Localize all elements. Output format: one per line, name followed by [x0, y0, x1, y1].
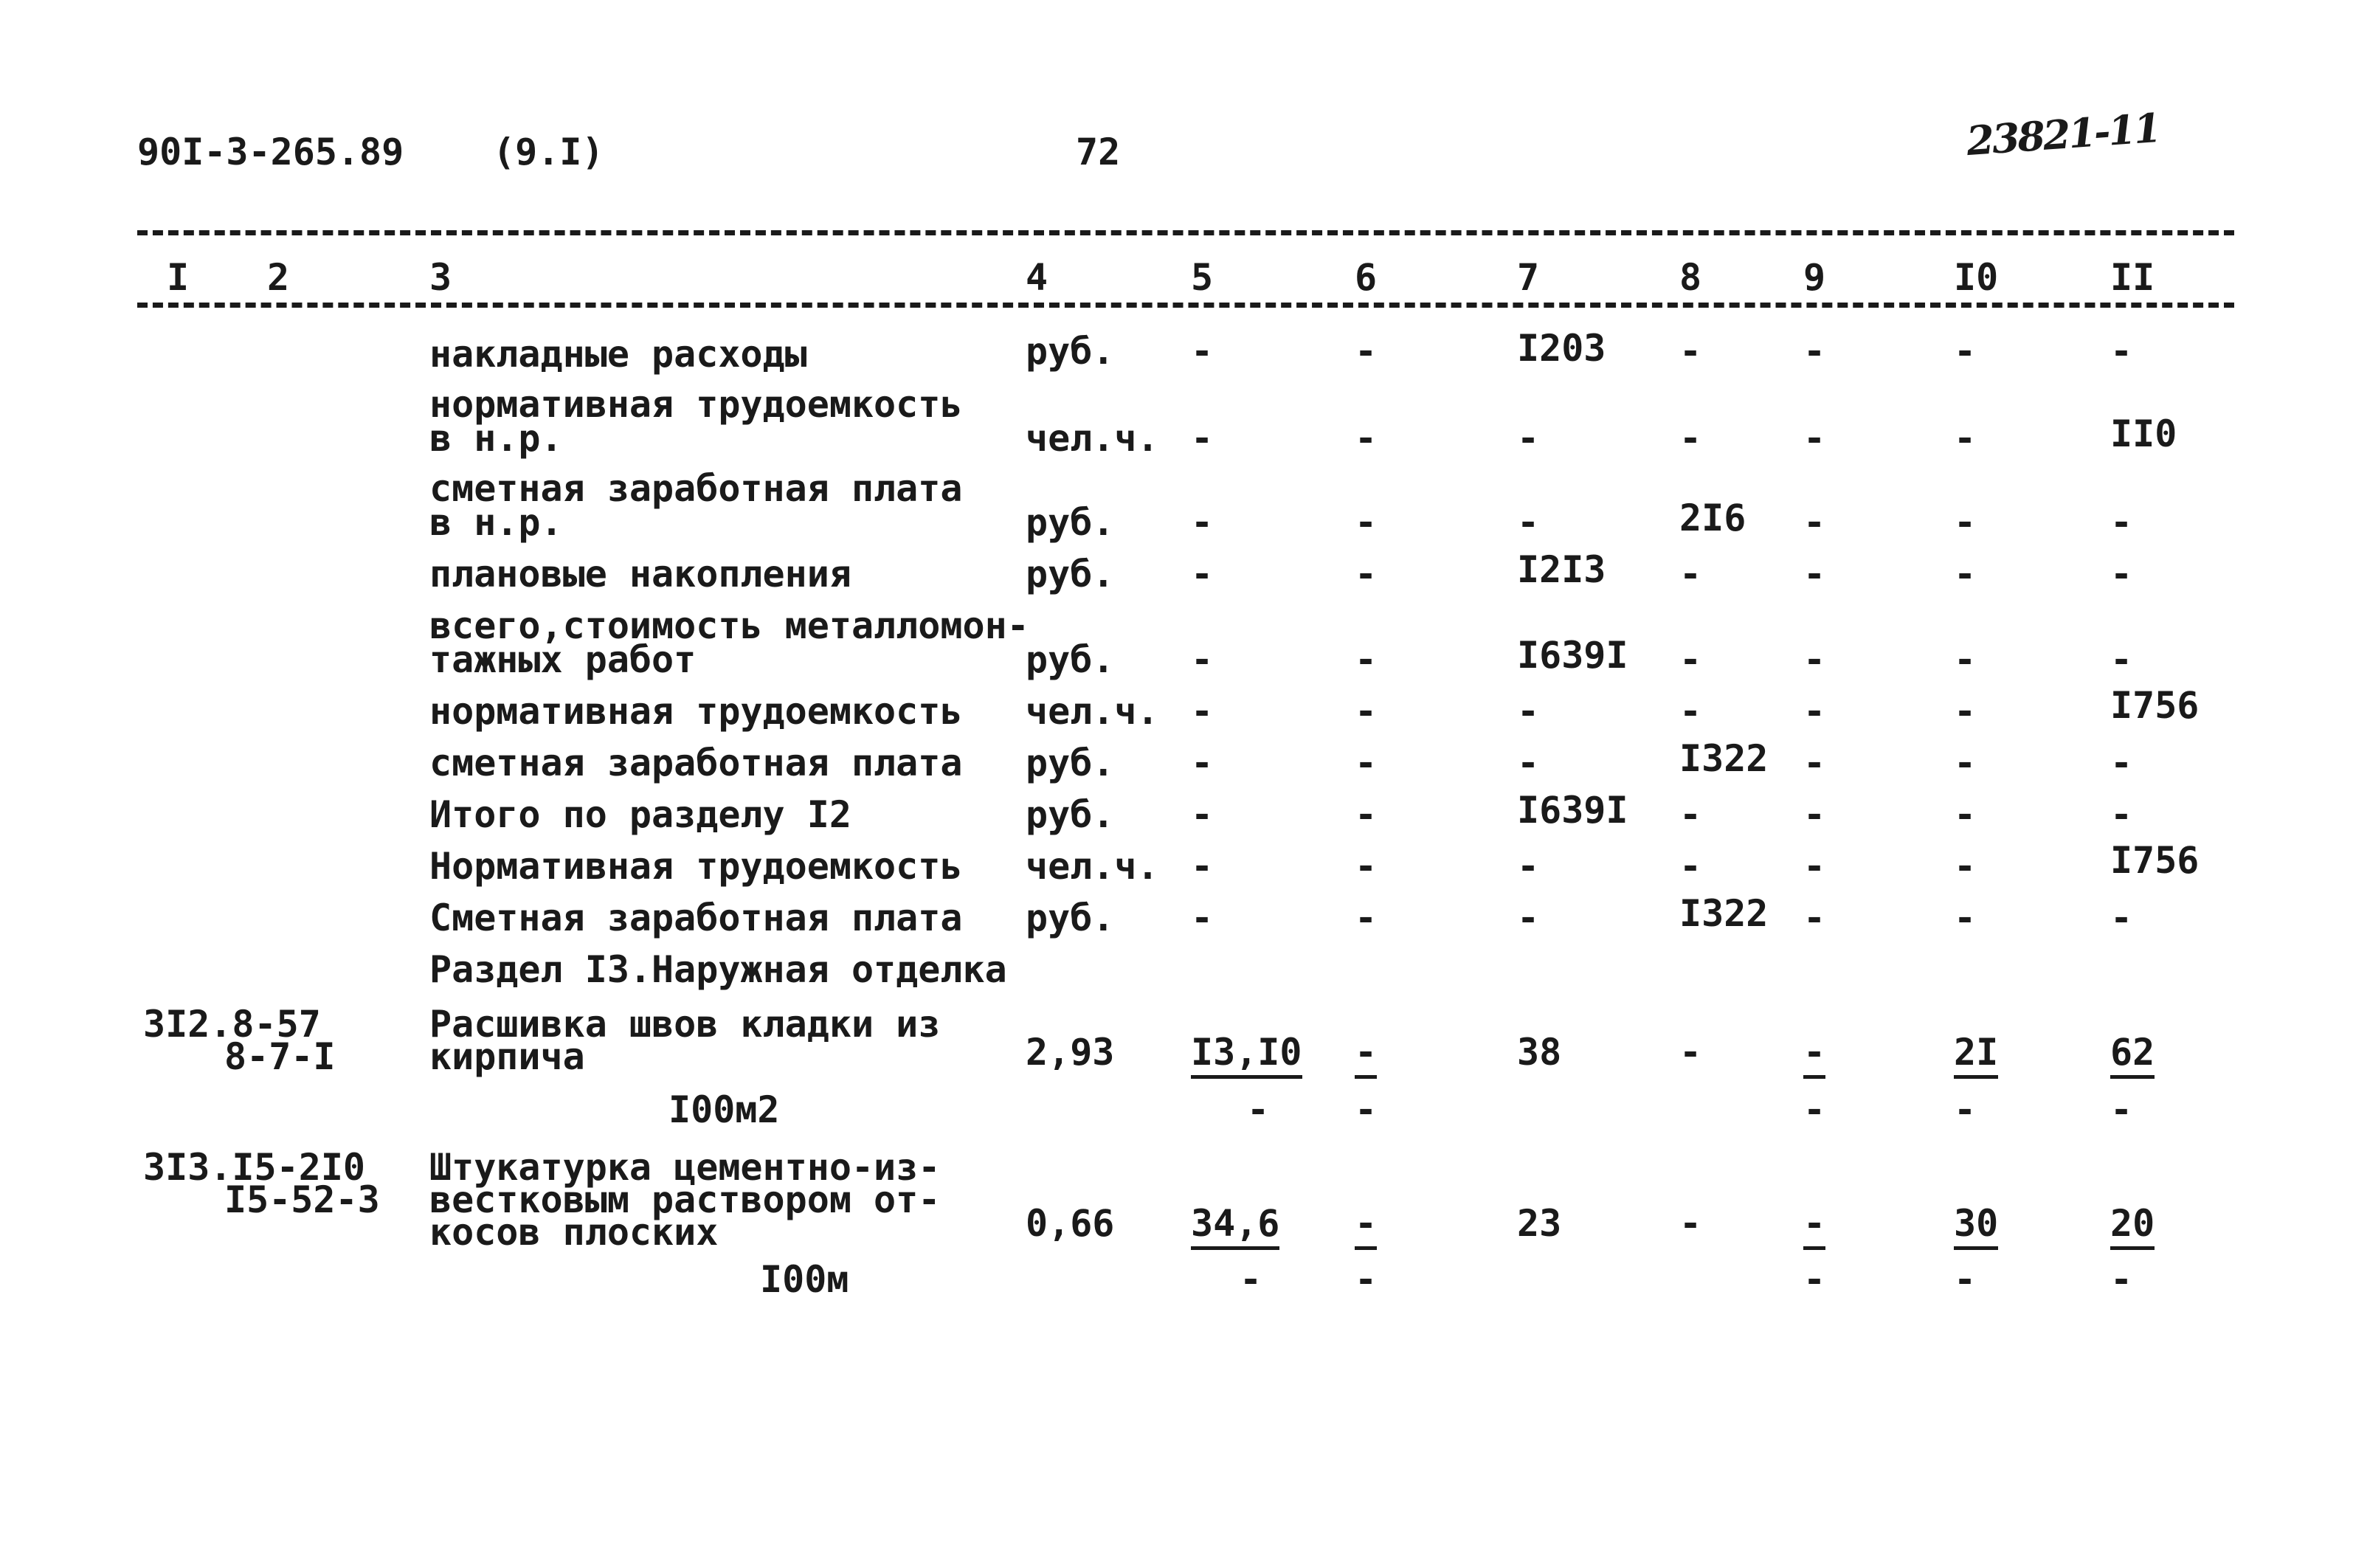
cell-9: - [1803, 330, 1826, 373]
section-number: (9.I) [493, 131, 604, 173]
sub-cell-10: - [1954, 1088, 1977, 1131]
item-name-line2: кирпича [429, 1035, 585, 1078]
cell-5: - [1191, 553, 1214, 595]
cell-10: - [1954, 330, 1977, 373]
row-name-line1: всего,стоимость металломон- [429, 604, 1029, 647]
cell-11: - [2110, 638, 2133, 681]
item-unit-measure: I00м [760, 1258, 849, 1301]
row-unit: чел.ч. [1026, 845, 1159, 888]
row-unit: руб. [1026, 501, 1115, 544]
item-name-line1: Штукатурка цементно-из- [429, 1146, 941, 1189]
top-dashed-rule [137, 230, 2234, 235]
row-unit: чел.ч. [1026, 417, 1159, 460]
col-header-8: 8 [1679, 256, 1702, 299]
sub-cell-11: - [2110, 1088, 2133, 1131]
cell-6: - [1355, 501, 1378, 544]
row-name-line1: сметная заработная плата [429, 467, 963, 510]
cell-9: - [1803, 897, 1826, 939]
cell-8: 2I6 [1679, 497, 1746, 539]
cell-6: - [1355, 417, 1378, 460]
cell-5: - [1191, 501, 1214, 544]
col-header-4: 4 [1026, 256, 1048, 299]
cell-9: - [1803, 690, 1826, 733]
item-qty: 2,93 [1026, 1031, 1115, 1074]
cell-9-value: - [1803, 1031, 1825, 1079]
cell-11 [2110, 1204, 2155, 1243]
cell-6: - [1355, 897, 1378, 939]
cell-8: - [1679, 690, 1702, 733]
row-name-line1: нормативная трудоемкость [429, 383, 963, 426]
cell-6: - [1355, 742, 1378, 784]
cell-9-value: - [1803, 1202, 1825, 1250]
cell-11-value: 62 [2110, 1031, 2155, 1079]
col-header-2: 2 [267, 256, 290, 299]
row-name: нормативная трудоемкость [429, 690, 963, 733]
cell-6: - [1355, 330, 1378, 373]
sub-cell-9: - [1803, 1088, 1826, 1131]
col-header-5: 5 [1191, 256, 1214, 299]
cell-9: - [1803, 793, 1826, 836]
cell-6 [1355, 1031, 1378, 1074]
cell-7: I639I [1517, 789, 1628, 832]
cell-10: - [1954, 690, 1977, 733]
cell-6: - [1355, 638, 1378, 681]
sub-cell-9: - [1803, 1258, 1826, 1301]
cell-11: - [2110, 330, 2133, 373]
sub-cell-5: - [1247, 1088, 1270, 1131]
cell-8: - [1679, 845, 1702, 888]
cell-10-value: 2I [1954, 1031, 1998, 1079]
cell-10: - [1954, 553, 1977, 595]
row-unit: руб. [1026, 638, 1115, 681]
cell-11: - [2110, 501, 2133, 544]
item-name-line3: косов плоских [429, 1211, 719, 1254]
row-name-line2: тажных работ [429, 638, 697, 681]
cell-8: - [1679, 793, 1702, 836]
cell-9: - [1803, 845, 1826, 888]
cell-11: - [2110, 897, 2133, 939]
cell-9: - [1803, 501, 1826, 544]
cell-5 [1191, 1204, 1279, 1243]
cell-11: - [2110, 793, 2133, 836]
cell-11: - [2110, 742, 2133, 784]
cell-10: - [1954, 742, 1977, 784]
page-number: 72 [1076, 131, 1121, 173]
cell-9 [1803, 1204, 1825, 1243]
sub-cell-6: - [1355, 1088, 1378, 1131]
cell-5: - [1191, 897, 1214, 939]
cell-7: - [1517, 897, 1540, 939]
cell-7: I639I [1517, 634, 1628, 677]
cell-5 [1191, 1031, 1302, 1074]
row-name: сметная заработная плата [429, 742, 963, 784]
cell-9: - [1803, 638, 1826, 681]
cell-7: I203 [1517, 327, 1606, 370]
sub-cell-6: - [1355, 1258, 1378, 1301]
cell-10: - [1954, 897, 1977, 939]
col-header-1: I [167, 256, 190, 299]
cell-6: - [1355, 845, 1378, 888]
row-name: плановые накопления [429, 553, 851, 595]
cell-5: - [1191, 690, 1214, 733]
cell-11: - [2110, 553, 2133, 595]
col-header-9: 9 [1803, 256, 1826, 299]
cell-10: - [1954, 638, 1977, 681]
row-name-line2: в н.р. [429, 501, 563, 544]
cell-6 [1355, 1204, 1377, 1243]
row-name: Сметная заработная плата [429, 897, 963, 939]
cell-8: - [1679, 330, 1702, 373]
cell-7: - [1517, 501, 1540, 544]
cell-5-value: I3,I0 [1191, 1031, 1302, 1079]
row-name: накладные расходы [429, 333, 807, 376]
col-header-7: 7 [1517, 256, 1540, 299]
row-unit: чел.ч. [1026, 690, 1159, 733]
col-header-3: 3 [429, 256, 452, 299]
cell-5-value: 34,6 [1191, 1202, 1279, 1250]
cell-6-value: - [1355, 1031, 1377, 1079]
cell-11-value: 20 [2110, 1202, 2155, 1250]
cell-11: I756 [2110, 684, 2200, 727]
item-unit-measure: I00м2 [668, 1088, 780, 1131]
sub-cell-10: - [1954, 1258, 1977, 1301]
row-name-line2: в н.р. [429, 417, 563, 460]
item-name-line1: Расшивка швов кладки из [429, 1003, 941, 1046]
cell-10: - [1954, 845, 1977, 888]
cell-8: - [1679, 553, 1702, 595]
cell-9: - [1803, 417, 1826, 460]
cell-5: - [1191, 845, 1214, 888]
cell-6-value: - [1355, 1202, 1377, 1250]
cell-8: - [1679, 638, 1702, 681]
sub-cell-11: - [2110, 1258, 2133, 1301]
row-name: Нормативная трудоемкость [429, 845, 963, 888]
section-title: Раздел I3.Наружная отделка [429, 948, 1007, 991]
cell-10 [1954, 1031, 1999, 1074]
cell-10: - [1954, 793, 1977, 836]
cell-6: - [1355, 553, 1378, 595]
row-unit: руб. [1026, 897, 1115, 939]
row-unit: руб. [1026, 553, 1115, 595]
row-unit: руб. [1026, 330, 1115, 373]
item-name-line2: вестковым раствором от- [429, 1178, 941, 1221]
cell-5: - [1191, 793, 1214, 836]
document-code: 90I-3-265.89 [137, 131, 404, 173]
cell-5: - [1191, 417, 1214, 460]
col-header-6: 6 [1355, 256, 1378, 299]
item-qty: 0,66 [1026, 1202, 1115, 1245]
cell-9 [1803, 1031, 1826, 1074]
cell-5: - [1191, 742, 1214, 784]
row-name: Итого по разделу I2 [429, 793, 851, 836]
header-dashed-rule [137, 303, 2234, 308]
row-unit: руб. [1026, 742, 1115, 784]
col-header-10: I0 [1954, 256, 1999, 299]
item-code-line1: 3I3.I5-2I0 [143, 1146, 366, 1189]
cell-5: - [1191, 330, 1214, 373]
cell-8: I322 [1679, 737, 1769, 780]
row-unit: руб. [1026, 793, 1115, 836]
cell-6: - [1355, 690, 1378, 733]
cell-7: I2I3 [1517, 548, 1606, 591]
item-code-line2: I5-52-3 [224, 1178, 380, 1221]
cell-9: - [1803, 553, 1826, 595]
cell-7: - [1517, 417, 1540, 460]
sub-cell-5: - [1240, 1258, 1262, 1301]
cell-7: 23 [1517, 1202, 1562, 1245]
handwritten-number: 23821-11 [1965, 103, 2161, 165]
cell-9: - [1803, 742, 1826, 784]
cell-8: - [1679, 1202, 1702, 1245]
cell-7: - [1517, 845, 1540, 888]
col-header-11: II [2110, 256, 2155, 299]
cell-10-value: 30 [1954, 1202, 1998, 1250]
cell-11 [2110, 1031, 2155, 1074]
cell-8: - [1679, 417, 1702, 460]
cell-10: - [1954, 501, 1977, 544]
cell-11: I756 [2110, 839, 2200, 882]
item-code-line2: 8-7-I [224, 1035, 336, 1078]
cell-7: - [1517, 690, 1540, 733]
cell-10 [1954, 1204, 1998, 1243]
cell-7: - [1517, 742, 1540, 784]
cell-7: 38 [1517, 1031, 1562, 1074]
cell-8: - [1679, 1031, 1702, 1074]
cell-10: - [1954, 417, 1977, 460]
cell-6: - [1355, 793, 1378, 836]
cell-8: I322 [1679, 892, 1769, 935]
cell-5: - [1191, 638, 1214, 681]
item-code-line1: 3I2.8-57 [143, 1003, 321, 1046]
cell-11: II0 [2110, 412, 2177, 455]
